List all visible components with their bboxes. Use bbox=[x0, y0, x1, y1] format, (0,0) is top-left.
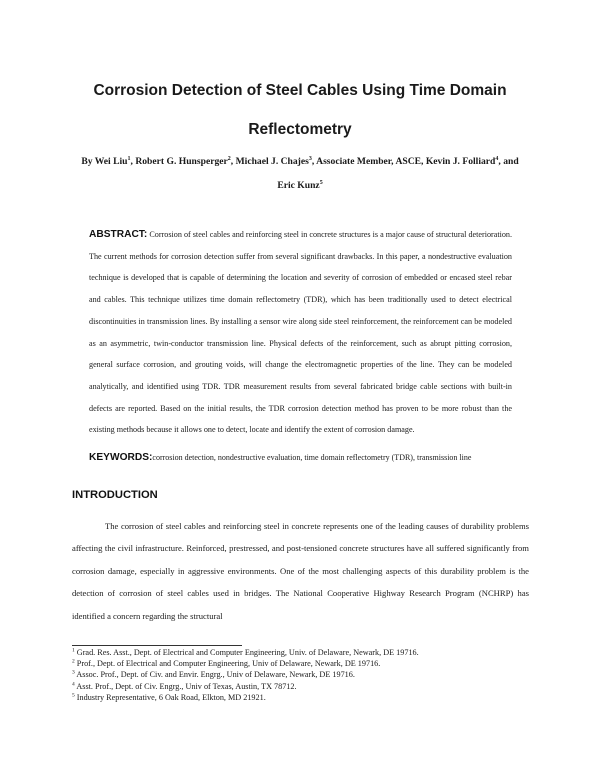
footnote-text: Grad. Res. Asst., Dept. of Electrical and Computer Engineering, Univ. of Delaware, Newark, DE 19716. bbox=[76, 648, 419, 657]
footnotes bbox=[72, 647, 532, 703]
author-3-name: , Michael J. Chajes bbox=[230, 156, 309, 167]
footnote-divider bbox=[72, 645, 242, 646]
keywords-text: corrosion detection, nondestructive evaluation, time domain reflectometry (TDR), transmission line bbox=[152, 453, 472, 462]
keywords bbox=[89, 452, 529, 463]
author-1-footnote-mark: 1 bbox=[127, 155, 131, 162]
author-line-2 bbox=[60, 180, 540, 191]
keywords-heading: KEYWORDS: bbox=[89, 452, 153, 463]
footnote-number: 1 bbox=[72, 647, 75, 654]
footnote-number: 2 bbox=[72, 658, 75, 665]
author-1-name: By Wei Liu bbox=[81, 156, 128, 167]
footnote-number: 5 bbox=[72, 692, 75, 699]
abstract-text: Corrosion of steel cables and reinforcing steel in concrete structures is a major cause of structural deterioration. The current methods for corrosion detection suffer from several significant drawbacks. In this paper, a nondestructive evaluation technique is developed that is capable of determining the location and severity of corrosion of embedded or encased steel rebar and cables. This technique utilizes time domain reflectometry (TDR), which has been traditionally used to detect electrical discontinuities in transmission lines. By installing a sensor wire along side steel reinforcement, the reinforcement can be modeled as an asymmetric, twin-conductor transmission line. Physical defects of the reinforcement, such as abrupt pitting corrosion, general surface corrosion, and grouting voids, will change the electromagnetic properties of the line. They can be modeled analytically, and identified using TDR. TDR measurement results from several fabricated bridge cable sections with built-in defects are reported. Based on the initial results, the TDR corrosion detection method has proven to be more robust than the existing methods because it allows one to detect, locate and identify the extent of corrosion damage. bbox=[89, 230, 513, 435]
author-4-suffix: , and bbox=[498, 156, 519, 167]
paper-title-line-1: Corrosion Detection of Steel Cables Using Time Domain bbox=[93, 82, 507, 99]
section-heading-introduction: INTRODUCTION bbox=[72, 489, 158, 501]
footnote-item bbox=[72, 658, 532, 669]
author-3-footnote-mark: 3 bbox=[308, 155, 312, 162]
paper-title-line-2: Reflectometry bbox=[248, 121, 352, 138]
author-5-footnote-mark: 5 bbox=[319, 179, 323, 186]
footnote-number: 3 bbox=[72, 669, 75, 676]
abstract-heading: ABSTRACT: bbox=[89, 229, 148, 240]
footnote-text: Assoc. Prof., Dept. of Civ. and Envir. Engrg., Univ of Delaware, Newark, DE 19716. bbox=[76, 670, 355, 680]
author-5-name: Eric Kunz bbox=[277, 180, 320, 191]
author-2-footnote-mark: 2 bbox=[227, 155, 231, 162]
author-line-1 bbox=[60, 156, 540, 167]
footnote-item bbox=[72, 692, 532, 703]
footnote-item bbox=[72, 669, 532, 680]
author-4-footnote-mark: 4 bbox=[495, 155, 499, 162]
author-2-name: , Robert G. Hunsperger bbox=[130, 156, 228, 167]
footnote-text: Prof., Dept. of Electrical and Computer Engineering, Univ of Delaware, Newark, DE 19716. bbox=[76, 659, 381, 669]
introduction-paragraph: The corrosion of steel cables and reinforcing steel in concrete represents one of the leading causes of durability problems affecting the civil infrastructure. Reinforced, prestressed, and post-tensioned concrete structures have all suffered significantly from corrosion damage, especially in aggressive environments. One of the most challenging aspects of this durability problem is the detection of corrosion of steel cables used in bridges. The National Cooperative Highway Research Program (NCHRP) has identified a concern regarding the structural bbox=[72, 521, 529, 621]
footnote-text: Asst. Prof., Dept. of Civ. Engrg., Univ of Texas, Austin, TX 78712. bbox=[76, 681, 297, 691]
footnote-text: Industry Representative, 6 Oak Road, Elkton, MD 21921. bbox=[76, 692, 266, 702]
abstract bbox=[89, 224, 512, 441]
author-3-affiliation: , Associate Member, ASCE, Kevin J. Folliard bbox=[311, 156, 496, 167]
footnote-item bbox=[72, 647, 532, 658]
footnote-number: 4 bbox=[72, 680, 75, 687]
footnote-item bbox=[72, 681, 532, 692]
